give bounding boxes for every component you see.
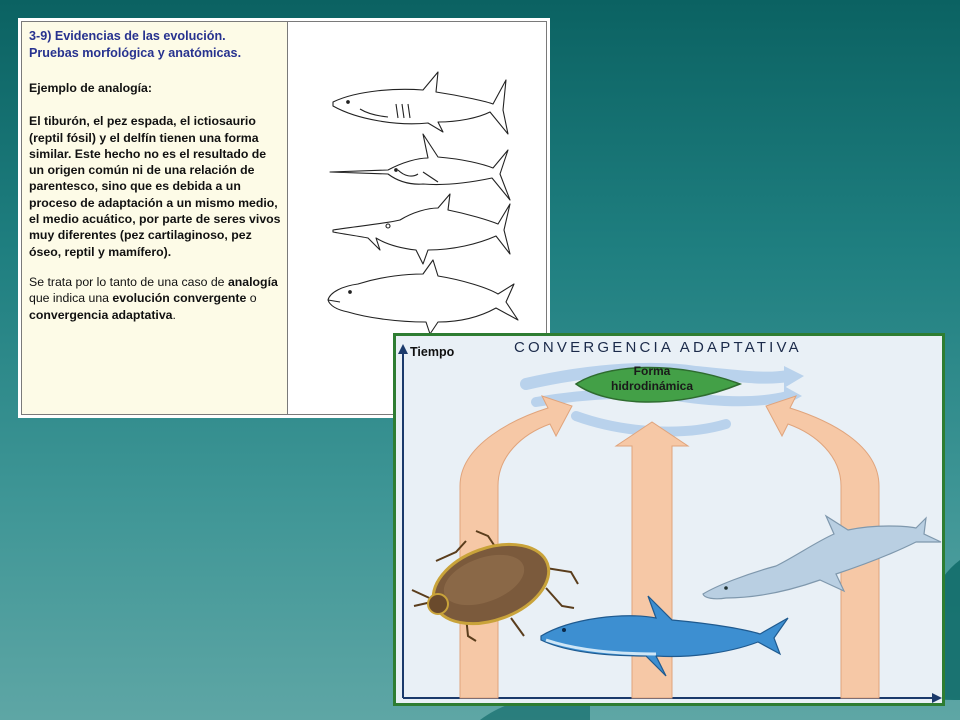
leaf-label-line-2: hidrodinámica [610,379,693,393]
p2-text-4: . [172,307,176,322]
convergence-diagram [393,333,945,706]
ichthyosaur-outline-icon [333,194,510,264]
leaf-label-line-1: Forma [633,364,671,378]
card-heading [29,28,281,61]
time-axis-label: Tiempo [410,345,455,359]
text-column [22,22,288,414]
p2-bold-analogia: analogía [227,274,278,289]
dolphin-outline-icon [328,260,518,334]
shark-outline-icon [333,72,508,134]
heading-line-1: 3-9) Evidencias de las evolución. [29,29,226,43]
paragraph-1: El tiburón, el pez espada, el ictiosaurio (reptil fósil) y el delfín tienen una forma similar. Este hecho no es el resultado de un origen común ni de una relación de parentesco, sino que es debida a un proceso de adaptación a un mismo medio, el medio acuático, por parte de seres vivos muy diferentes (pez cartilaginoso, pez óseo, reptil y mamífero). [29,114,281,259]
dolphin-icon [703,516,941,599]
swordfish-outline-icon [330,134,510,200]
leaf-label [586,364,718,394]
p2-bold-convergencia: convergencia adaptativa [29,307,173,322]
p2-text-3: o [246,291,257,306]
heading-line-2: Pruebas morfológica y anatómicas. [29,45,242,60]
card-subheading: Ejemplo de analogía: [29,81,152,95]
p2-text-1: Se trata por lo tanto de una caso de [29,274,228,289]
p2-text-2: que indica una [29,291,113,306]
paragraph-2 [29,274,281,323]
diagram-title: CONVERGENCIA ADAPTATIVA [514,339,802,356]
p2-bold-evolucion: evolución convergente [112,291,247,306]
